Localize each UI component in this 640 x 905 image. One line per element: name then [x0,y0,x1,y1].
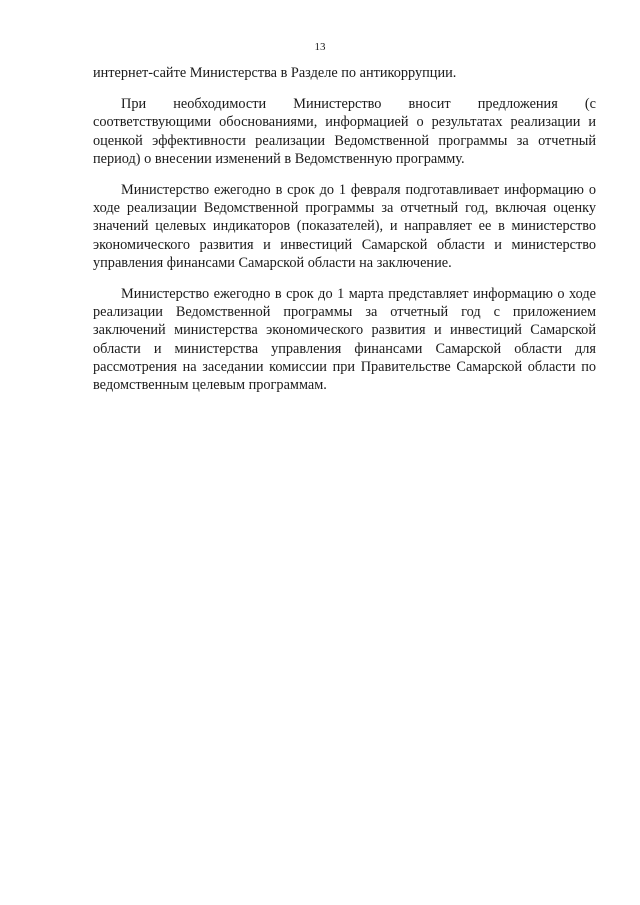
paragraph-february-report: Министерство ежегодно в срок до 1 февраля подготавливает информацию о ходе реализации Ведомственной программы за отчетный год, включая оценку значений целевых индикаторов (показателей), и направляет ее в министерство экономического развития и инвестиций Самарской области и министерство управления финансами Самарской области на заключение. [93,182,596,271]
document-body [93,64,596,407]
paragraph-change-proposals: При необходимости Министерство вносит предложения (с соответствующими обоснованиями, информацией о результатах реализации и оценкой эффективности реализации Ведомственной программы за отчетный период) о внесении изменений в Ведомственную программу. [93,96,596,167]
paragraph-march-report: Министерство ежегодно в срок до 1 марта представляет информацию о ходе реализации Ведомственной программы за отчетный год с приложением заключений министерства экономического развития и инвестиций Самарской области и министерства управления финансами Самарской области для рассмотрения на заседании комиссии при Правительстве Самарской области по ведомственным целевым программам. [93,286,596,394]
paragraph-continuation: интернет-сайте Министерства в Разделе по антикоррупции. [93,65,457,81]
page-number: 13 [314,41,326,53]
